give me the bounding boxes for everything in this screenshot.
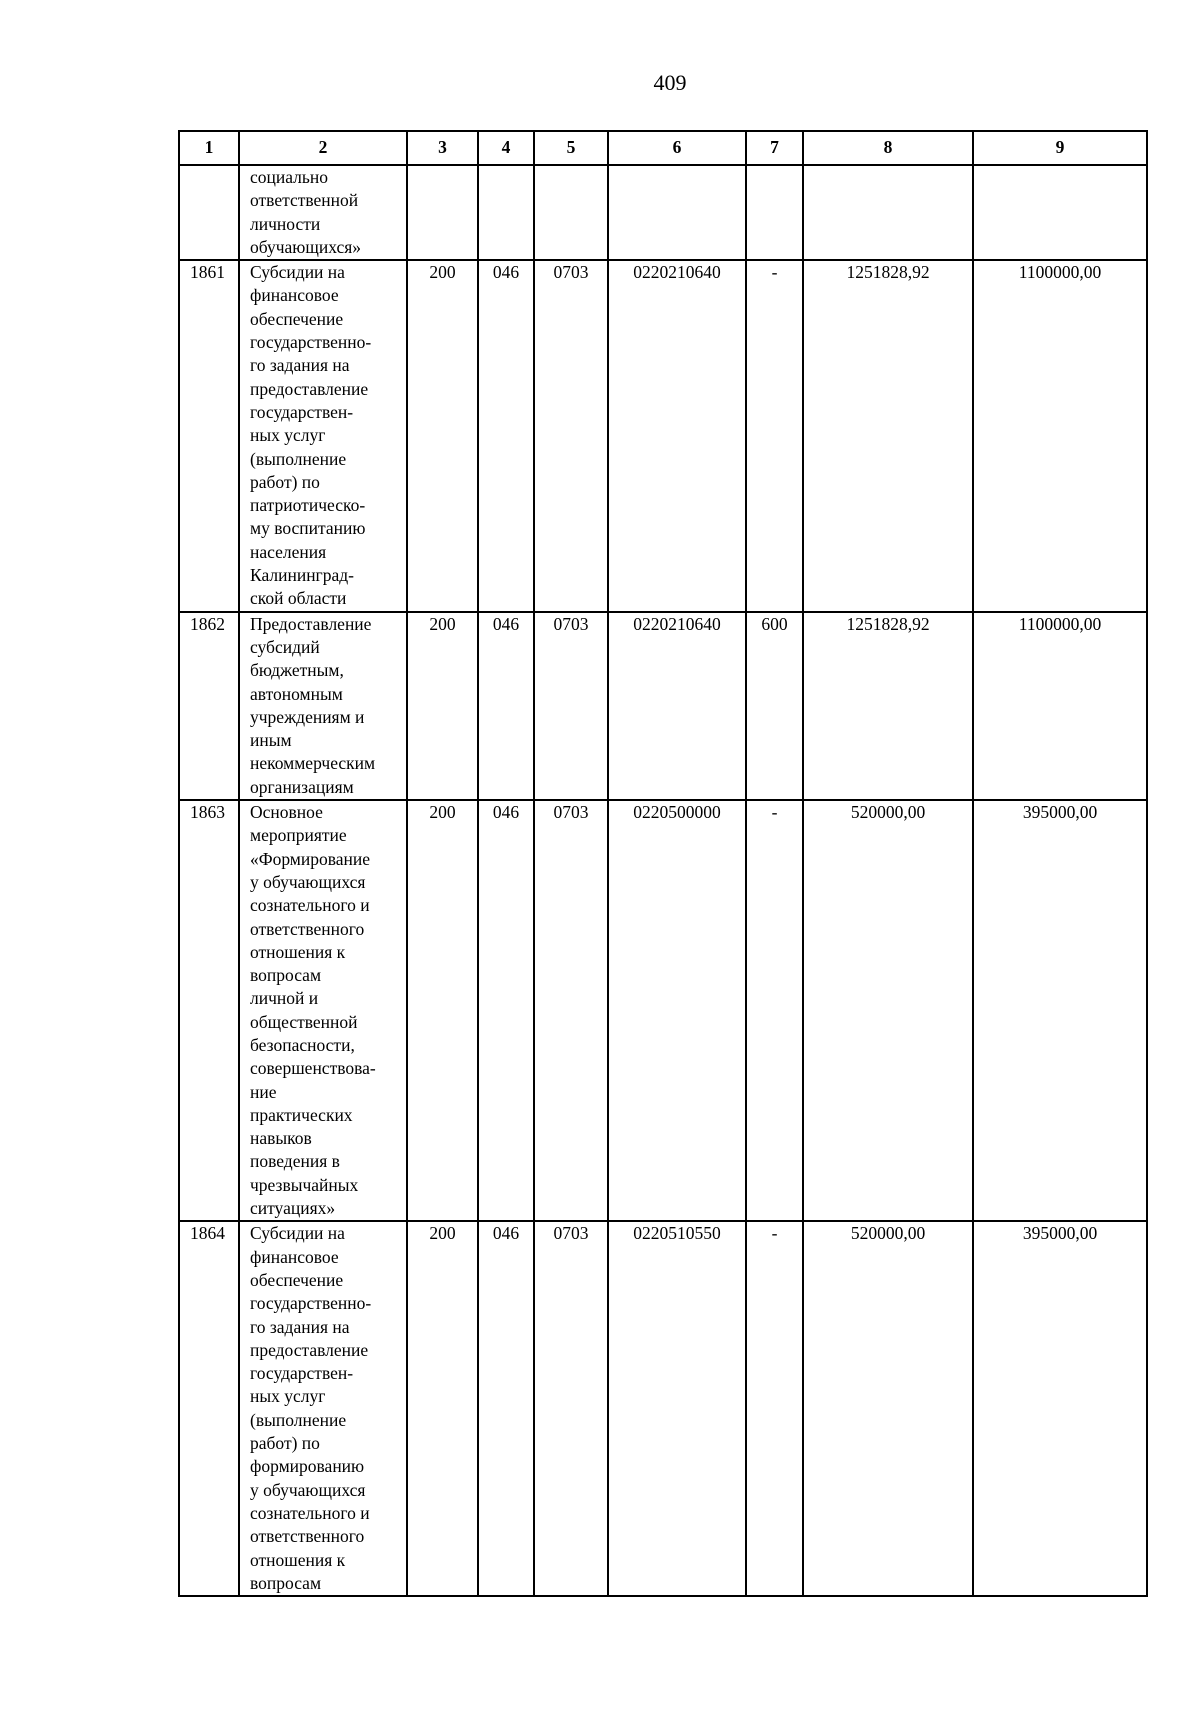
row-col7-cell: - xyxy=(746,1221,803,1596)
description-line: (выполнение xyxy=(250,1409,347,1430)
row-col3-cell: 200 xyxy=(407,800,478,1221)
row-col4-cell: 046 xyxy=(478,800,534,1221)
description-line: финансовое xyxy=(250,1246,339,1267)
description-line: поведения в xyxy=(250,1151,340,1172)
row-col9-cell: 395000,00 xyxy=(973,1221,1147,1596)
description-line: ние xyxy=(250,1081,277,1102)
description-line: бюджетным, xyxy=(250,660,344,681)
col-header-1: 1 xyxy=(179,131,239,165)
row-col6-cell: 0220210640 xyxy=(608,260,746,611)
table-row xyxy=(179,165,1147,260)
row-col7-cell: 600 xyxy=(746,612,803,800)
description-line: субсидий xyxy=(250,636,320,657)
col-header-4: 4 xyxy=(478,131,534,165)
row-description-cell xyxy=(239,800,407,1221)
description-line: работ) по xyxy=(250,1433,320,1454)
description-line: сознательного и xyxy=(250,895,370,916)
budget-table xyxy=(178,130,1148,1597)
description-line: государственно- xyxy=(250,332,372,353)
row-col7-cell: - xyxy=(746,800,803,1221)
description-line: ных услуг xyxy=(250,425,326,446)
description-line: формированию xyxy=(250,1456,365,1477)
row-col9-cell: 1100000,00 xyxy=(973,612,1147,800)
row-number-cell xyxy=(179,165,239,260)
col-header-7: 7 xyxy=(746,131,803,165)
description-line: обучающихся» xyxy=(250,236,362,257)
description-line: населения xyxy=(250,541,327,562)
row-col5-cell: 0703 xyxy=(534,1221,608,1596)
col-header-8: 8 xyxy=(803,131,973,165)
description-line: «Формирование xyxy=(250,848,371,869)
row-col8-cell: 1251828,92 xyxy=(803,260,973,611)
row-col8-cell: 520000,00 xyxy=(803,800,973,1221)
description-line: совершенствова- xyxy=(250,1058,376,1079)
description-line: практических xyxy=(250,1104,353,1125)
header-row xyxy=(179,131,1147,165)
description-line: работ) по xyxy=(250,471,320,492)
row-col8-cell xyxy=(803,165,973,260)
description-line: ской области xyxy=(250,588,347,609)
description-line: отношения к xyxy=(250,941,346,962)
table-row xyxy=(179,260,1147,611)
description-line: Предоставление xyxy=(250,613,372,634)
row-col9-cell: 395000,00 xyxy=(973,800,1147,1221)
description-line: предоставление xyxy=(250,1339,369,1360)
row-col6-cell xyxy=(608,165,746,260)
table-row xyxy=(179,1221,1147,1596)
description-line: навыков xyxy=(250,1128,312,1149)
description-line: государствен- xyxy=(250,401,354,422)
row-col3-cell: 200 xyxy=(407,1221,478,1596)
description-line: го задания на xyxy=(250,355,350,376)
row-col9-cell: 1100000,00 xyxy=(973,260,1147,611)
row-col8-cell: 520000,00 xyxy=(803,1221,973,1596)
description-line: вопросам xyxy=(250,965,322,986)
description-line: личности xyxy=(250,213,321,234)
row-number-cell: 1863 xyxy=(179,800,239,1221)
row-number-cell: 1864 xyxy=(179,1221,239,1596)
table-row xyxy=(179,612,1147,800)
row-col7-cell xyxy=(746,165,803,260)
description-line: государственно- xyxy=(250,1293,372,1314)
col-header-3: 3 xyxy=(407,131,478,165)
description-line: ответственного xyxy=(250,918,365,939)
description-line: личной и xyxy=(250,988,319,1009)
row-col4-cell xyxy=(478,165,534,260)
description-line: предоставление xyxy=(250,378,369,399)
table-body xyxy=(179,165,1147,1596)
description-line: мероприятие xyxy=(250,825,347,846)
col-header-2: 2 xyxy=(239,131,407,165)
col-header-5: 5 xyxy=(534,131,608,165)
row-number-cell: 1861 xyxy=(179,260,239,611)
row-col5-cell xyxy=(534,165,608,260)
col-header-9: 9 xyxy=(973,131,1147,165)
row-col3-cell: 200 xyxy=(407,612,478,800)
row-description-cell xyxy=(239,612,407,800)
description-line: автономным xyxy=(250,683,343,704)
row-col6-cell: 0220500000 xyxy=(608,800,746,1221)
description-line: учреждениям и xyxy=(250,706,365,727)
description-line: чрезвычайных xyxy=(250,1174,359,1195)
description-line: ных услуг xyxy=(250,1386,326,1407)
row-col4-cell: 046 xyxy=(478,612,534,800)
table-row xyxy=(179,800,1147,1221)
description-line: социально xyxy=(250,167,328,187)
description-line: ответственного xyxy=(250,1526,365,1547)
row-col8-cell: 1251828,92 xyxy=(803,612,973,800)
description-line: сознательного и xyxy=(250,1502,370,1523)
col-header-6: 6 xyxy=(608,131,746,165)
description-line: му воспитанию xyxy=(250,518,366,539)
description-line: у обучающихся xyxy=(250,871,366,892)
row-col5-cell: 0703 xyxy=(534,260,608,611)
description-line: организациям xyxy=(250,776,354,797)
row-col3-cell: 200 xyxy=(407,260,478,611)
description-line: (выполнение xyxy=(250,448,347,469)
description-line: Субсидии на xyxy=(250,1223,345,1244)
description-line: безопасности, xyxy=(250,1034,355,1055)
row-col7-cell: - xyxy=(746,260,803,611)
description-line: ситуациях» xyxy=(250,1198,336,1219)
row-description-cell xyxy=(239,1221,407,1596)
row-col3-cell xyxy=(407,165,478,260)
description-line: некоммерческим xyxy=(250,753,376,774)
description-line: ответственной xyxy=(250,190,359,211)
description-line: государствен- xyxy=(250,1363,354,1384)
description-line: Калининград- xyxy=(250,565,354,586)
description-line: го задания на xyxy=(250,1316,350,1337)
row-col4-cell: 046 xyxy=(478,1221,534,1596)
description-line: Основное xyxy=(250,802,323,823)
row-description-cell xyxy=(239,165,407,260)
row-col5-cell: 0703 xyxy=(534,800,608,1221)
row-description-cell xyxy=(239,260,407,611)
description-line: у обучающихся xyxy=(250,1479,366,1500)
description-line: Субсидии на xyxy=(250,262,345,283)
description-line: обеспечение xyxy=(250,308,344,329)
page-number: 409 xyxy=(653,70,687,95)
description-line: патриотическо- xyxy=(250,495,366,516)
row-number-cell: 1862 xyxy=(179,612,239,800)
description-line: вопросам xyxy=(250,1572,322,1593)
description-line: иным xyxy=(250,730,292,751)
row-col9-cell xyxy=(973,165,1147,260)
row-col5-cell: 0703 xyxy=(534,612,608,800)
description-line: финансовое xyxy=(250,285,339,306)
description-line: общественной xyxy=(250,1011,358,1032)
row-col4-cell: 046 xyxy=(478,260,534,611)
row-col6-cell: 0220210640 xyxy=(608,612,746,800)
row-col6-cell: 0220510550 xyxy=(608,1221,746,1596)
description-line: обеспечение xyxy=(250,1269,344,1290)
description-line: отношения к xyxy=(250,1549,346,1570)
